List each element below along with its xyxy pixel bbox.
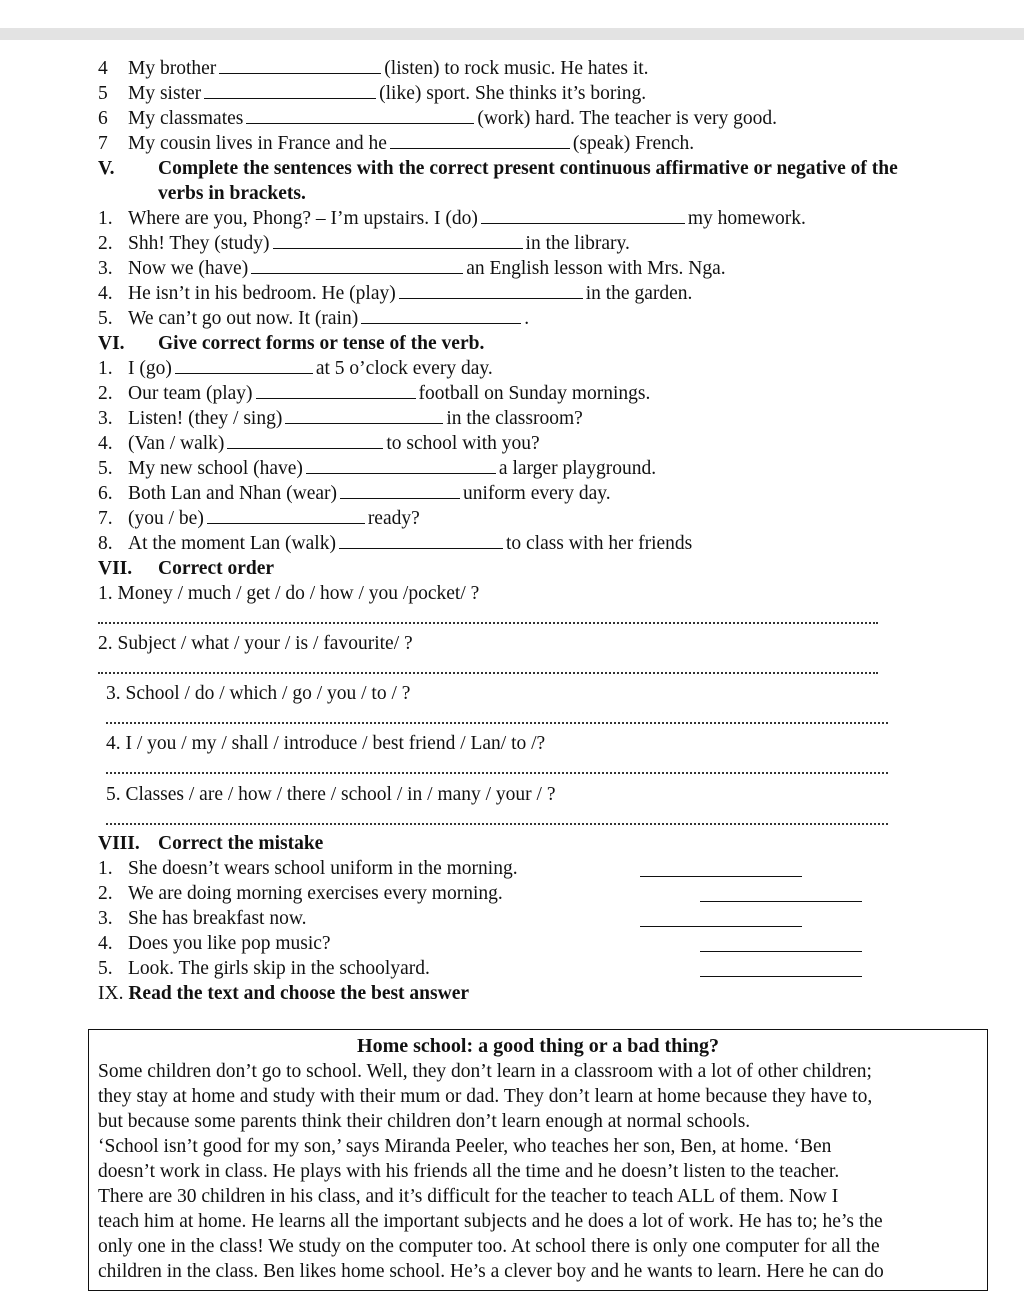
section-8-item-4: 4. Does you like pop music? xyxy=(98,933,331,954)
section-6-item-8: 8. At the moment Lan (walk) to class with her friends xyxy=(98,533,693,554)
reading-title: Home school: a good thing or a bad thing? xyxy=(357,1035,719,1057)
section-5-item-3: 3. Now we (have) an English lesson with Mrs. Nga. xyxy=(98,258,726,279)
correction-blank[interactable] xyxy=(700,976,862,977)
section-7-item-3: 3. School / do / which / go / you / to / ? xyxy=(106,683,411,704)
answer-blank[interactable] xyxy=(399,281,583,299)
correction-blank[interactable] xyxy=(640,926,802,927)
answer-blank[interactable] xyxy=(390,131,570,149)
answer-blank[interactable] xyxy=(204,81,376,99)
reading-line: Some children don’t go to school. Well, they don’t learn in a classroom with a lot of other children; xyxy=(98,1061,872,1082)
answer-blank[interactable] xyxy=(285,406,443,424)
answer-blank[interactable] xyxy=(251,256,463,274)
reading-line: but because some parents think their children don’t learn enough at normal schools. xyxy=(98,1111,751,1132)
section-6-item-2: 2. Our team (play) football on Sunday mornings. xyxy=(98,383,651,404)
reading-line: ‘School isn’t good for my son,’ says Miranda Peeler, who teaches her son, Ben, at home. ‘Ben xyxy=(98,1136,832,1157)
section-8-item-3: 3. She has breakfast now. xyxy=(98,908,307,929)
reading-line: children in the class. Ben likes home school. He’s a clever boy and he wants to learn. Here he can do xyxy=(98,1261,884,1282)
exercise-4-item-4: 4 My brother (listen) to rock music. He hates it. xyxy=(98,58,649,79)
answer-blank[interactable] xyxy=(256,381,416,399)
reading-line: doesn’t work in class. He plays with his friends all the time and he doesn’t listen to the teacher. xyxy=(98,1161,840,1182)
reading-line: There are 30 children in his class, and it’s difficult for the teacher to teach ALL of them. Now I xyxy=(98,1186,839,1207)
correction-blank[interactable] xyxy=(700,901,862,902)
section-6-item-6: 6. Both Lan and Nhan (wear) uniform every day. xyxy=(98,483,611,504)
section-8-item-1: 1. She doesn’t wears school uniform in the morning. xyxy=(98,858,518,879)
answer-blank[interactable] xyxy=(361,306,521,324)
answer-blank[interactable] xyxy=(481,206,685,224)
exercise-4-item-6: 6 My classmates (work) hard. The teacher is very good. xyxy=(98,108,777,129)
section-8-item-5: 5. Look. The girls skip in the schoolyard. xyxy=(98,958,430,979)
answer-blank[interactable] xyxy=(339,531,503,549)
answer-blank[interactable] xyxy=(306,456,496,474)
answer-blank[interactable] xyxy=(207,506,365,524)
answer-line[interactable] xyxy=(98,622,878,624)
section-8-item-2: 2. We are doing morning exercises every morning. xyxy=(98,883,503,904)
reading-line: teach him at home. He learns all the important subjects and he does a lot of work. He has to; he’s the xyxy=(98,1211,883,1232)
viewer-top-bar xyxy=(0,28,1024,40)
section-5-item-1: 1. Where are you, Phong? – I’m upstairs. I (do) my homework. xyxy=(98,208,806,229)
correction-blank[interactable] xyxy=(700,951,862,952)
section-9-heading: IX. Read the text and choose the best answer xyxy=(98,983,470,1004)
section-6-item-3: 3. Listen! (they / sing) in the classroom? xyxy=(98,408,583,429)
section-7-item-1: 1. Money / much / get / do / how / you /pocket/ ? xyxy=(98,583,480,604)
section-6-heading: VI. Give correct forms or tense of the verb. xyxy=(98,333,485,354)
section-5-heading: V. Complete the sentences with the correct present continuous affirmative or negative of the xyxy=(98,158,898,179)
section-7-item-4: 4. I / you / my / shall / introduce / best friend / Lan/ to /? xyxy=(106,733,546,754)
section-6-item-5: 5. My new school (have) a larger playground. xyxy=(98,458,657,479)
section-6-item-1: 1. I (go) at 5 o’clock every day. xyxy=(98,358,493,379)
answer-blank[interactable] xyxy=(273,231,523,249)
section-5-heading-cont: verbs in brackets. xyxy=(158,183,306,204)
answer-blank[interactable] xyxy=(219,56,381,74)
exercise-4-item-5: 5 My sister (like) sport. She thinks it’s boring. xyxy=(98,83,647,104)
reading-line: they stay at home and study with their mum or dad. They don’t learn at home because they have to, xyxy=(98,1086,873,1107)
answer-blank[interactable] xyxy=(246,106,474,124)
section-7-item-2: 2. Subject / what / your / is / favourite/ ? xyxy=(98,633,413,654)
section-6-item-4: 4. (Van / walk) to school with you? xyxy=(98,433,540,454)
section-7-heading: VII. Correct order xyxy=(98,558,275,579)
exercise-4-item-7: 7 My cousin lives in France and he (speak) French. xyxy=(98,133,695,154)
section-5-item-4: 4. He isn’t in his bedroom. He (play) in the garden. xyxy=(98,283,693,304)
answer-line[interactable] xyxy=(106,823,888,825)
answer-blank[interactable] xyxy=(175,356,313,374)
answer-line[interactable] xyxy=(98,672,878,674)
answer-blank[interactable] xyxy=(227,431,383,449)
section-5-item-5: 5. We can’t go out now. It (rain) . xyxy=(98,308,530,329)
correction-blank[interactable] xyxy=(640,876,802,877)
section-6-item-7: 7. (you / be) ready? xyxy=(98,508,420,529)
answer-line[interactable] xyxy=(106,722,888,724)
answer-line[interactable] xyxy=(106,772,888,774)
answer-blank[interactable] xyxy=(340,481,460,499)
reading-line: only one in the class! We study on the computer too. At school there is only one computer for all the xyxy=(98,1236,880,1257)
section-8-heading: VIII. Correct the mistake xyxy=(98,833,324,854)
section-5-item-2: 2. Shh! They (study) in the library. xyxy=(98,233,630,254)
section-7-item-5: 5. Classes / are / how / there / school / in / many / your / ? xyxy=(106,784,556,805)
reading-passage-box xyxy=(88,1029,988,1291)
